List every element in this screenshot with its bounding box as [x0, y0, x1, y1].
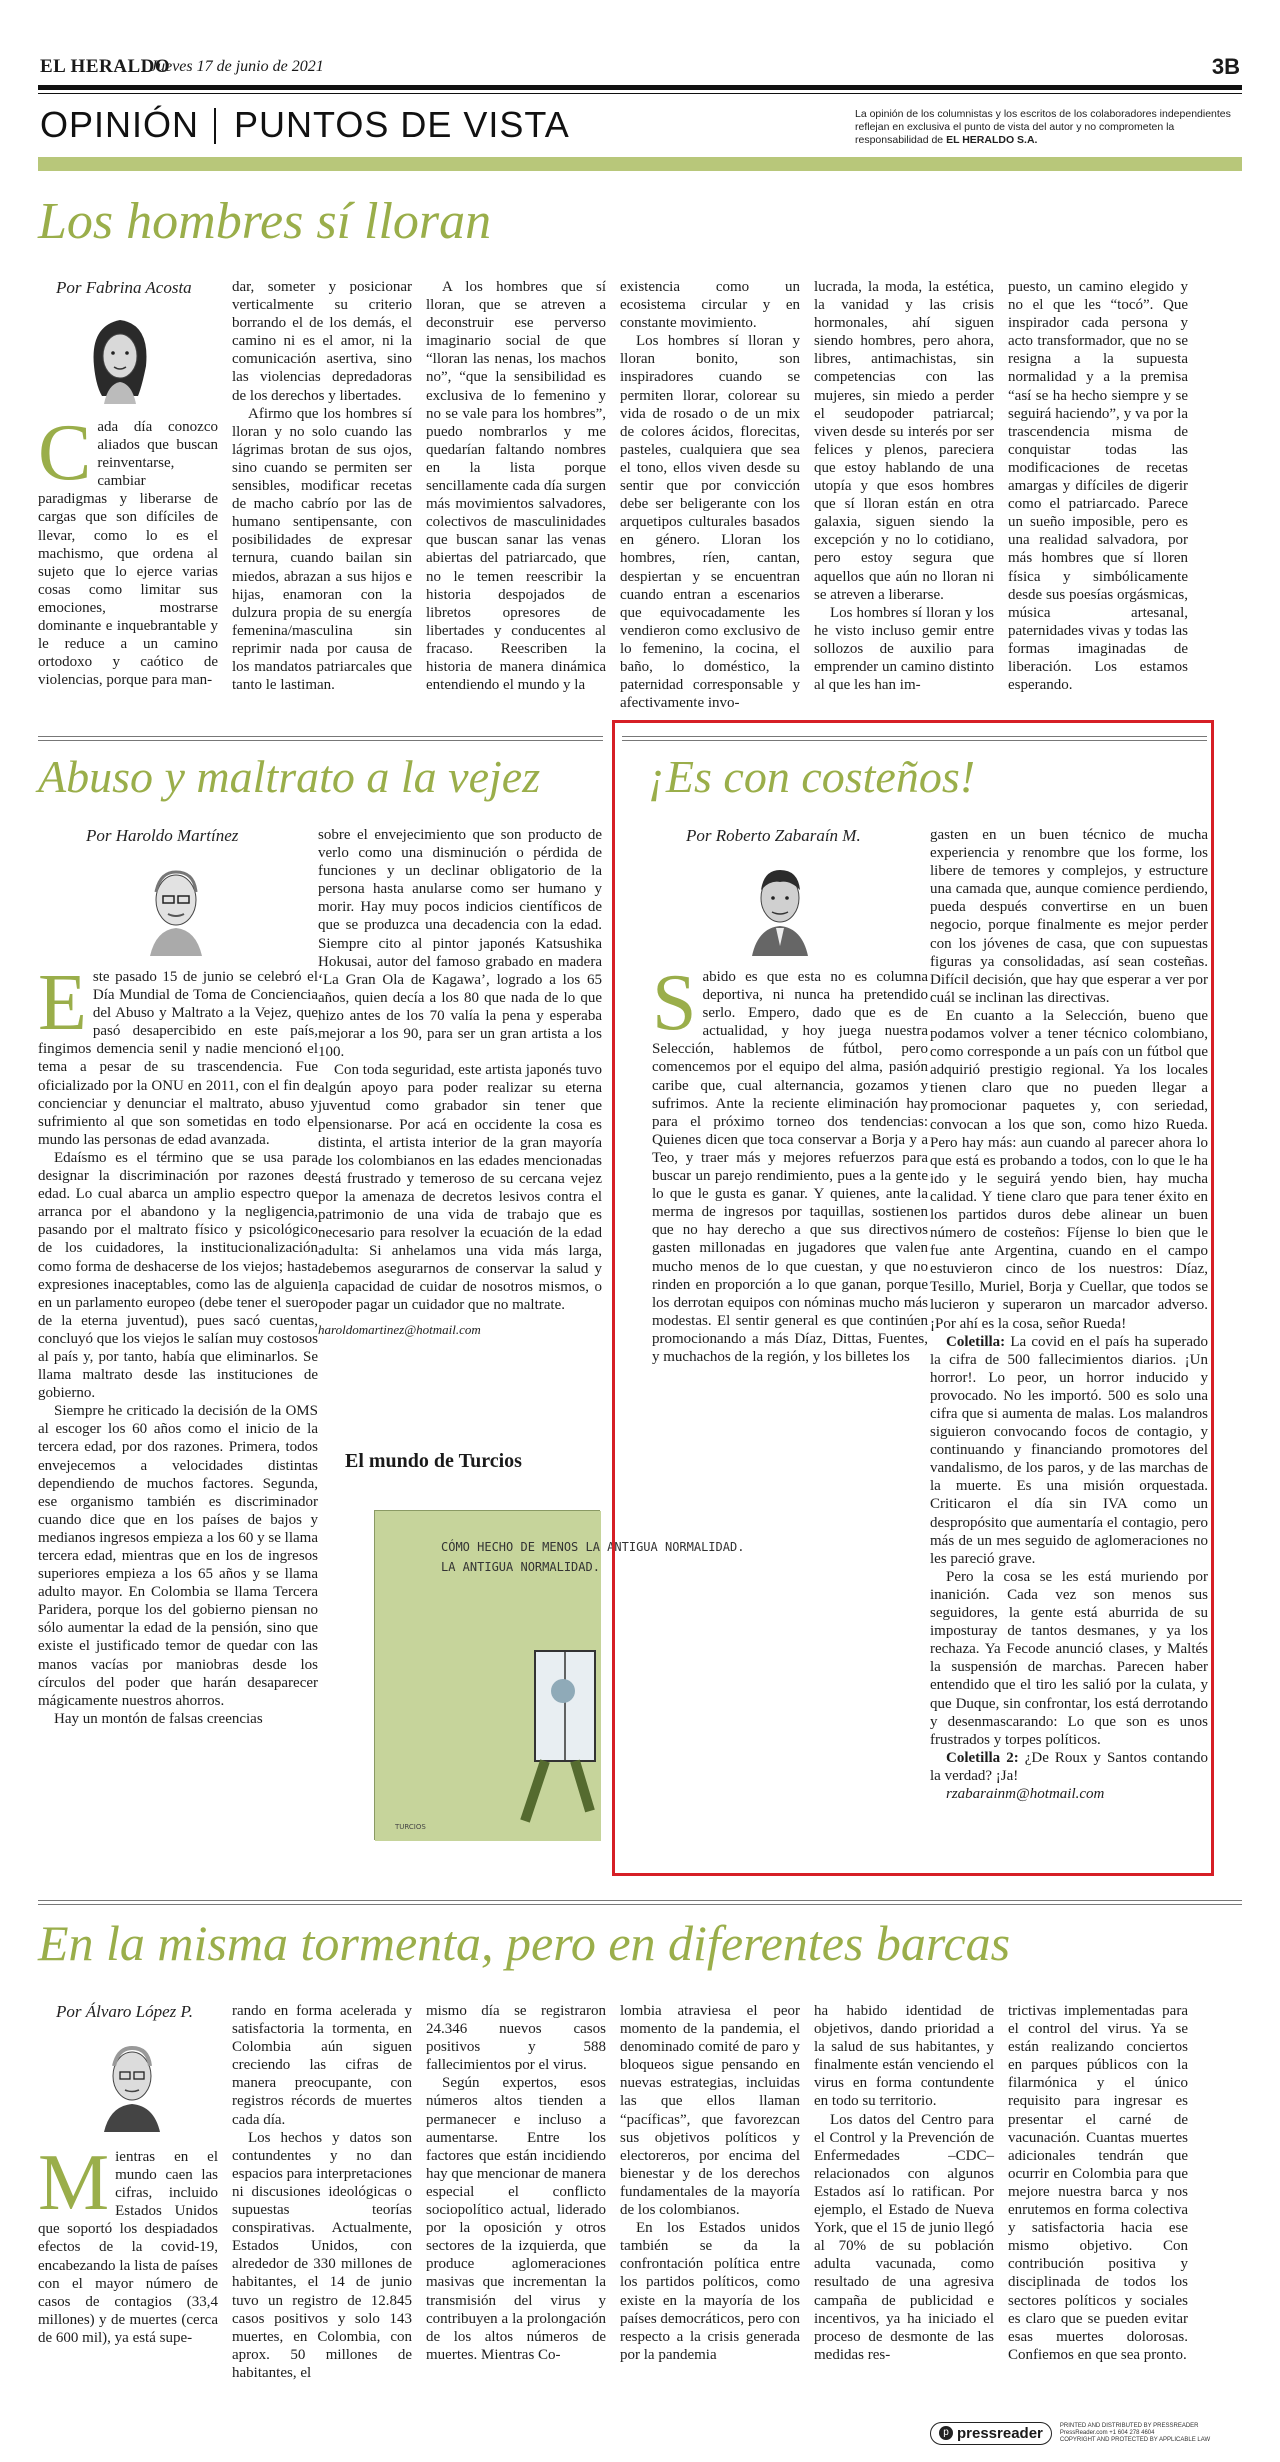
section-disclaimer	[855, 108, 1245, 147]
article-column	[1008, 2002, 1188, 2412]
paragraph: En los Estados unidos también se da la confrontación política entre los partidos políticos, como existe en la mayoría de los países democráticos, pero con respecto a la crisis generada por la pandemia	[620, 2220, 800, 2363]
coletilla-label: Coletilla 2:	[946, 1749, 1019, 1766]
article-column	[814, 278, 994, 708]
coletilla-label: Coletilla:	[946, 1333, 1006, 1350]
author-portrait-image	[92, 2032, 172, 2132]
article-rule	[38, 1900, 1242, 1905]
author-portrait-image	[136, 856, 216, 956]
article-column	[232, 2002, 412, 2412]
article-byline: Por Roberto Zabaraín M.	[686, 826, 861, 845]
article-rule	[38, 736, 603, 741]
section-subtitle: PUNTOS DE VISTA	[234, 104, 570, 145]
article-column	[318, 826, 602, 1366]
paragraph: Siempre he criticado la decisión de la OMS al escoger los 60 años como el inicio de la tercera edad, por dos razones. Primera, todos envejecemos a velocidades distintas dependiendo de muchos factores. Segunda, ese organismo también es discriminador cuando dice que en los países de bajos y medianos ingresos empieza a los 60 y se llama tercera edad, mientras que en los de ingresos superiores empieza a los 65 años y se llama adulto mayor. En Colombia se llama Tercera Paridera, porque los del gobierno piensan no sólo aumentar la edad de la pensión, sino que existe el justificado temor de quedar con las manos vacías por maniobras desde los círculos del poder que harán desaparecer mágicamente nuestros ahorros.	[38, 1403, 318, 1709]
article-column	[620, 278, 800, 712]
paragraph: rando en forma acelerada y satisfactoria la tormenta, en Colombia aún siguen creciendo las cifras de manera preocupante, con registros récords de muertes cada día.	[232, 2003, 412, 2128]
paragraph: Edaísmo es el término que se usa para designar la discriminación por razones de edad. Lo cual abarca un amplio espectro que arranca por el abandono y la negligencia, pasando por el maltrato físico y psicológico de los cuidadores, la institucionalización como forma de deshacerse de los viejos; hasta expresiones inaceptables, como las de alguien en un parlamento europeo (debe tener el suero de la eterna juventud), pues sacó cuentas, concluyó que los viejos le salían muy costosos al país y, por tanto, había que eliminarlos. Se llama maltrato desde las instituciones de gobierno.	[38, 1149, 318, 1402]
paragraph: ientras en el mundo caen las cifras, incluido Estados Unidos que soportó los despiadados efectos de la covid-19, encabezando la lista de países con el mayor número de casos de contagios (33,4 millones) y de muertes (cerca de 600 mil), ya está supe-	[38, 2149, 218, 2346]
editorial-cartoon	[374, 1510, 745, 1840]
article-headline: En la misma tormenta, pero en diferentes barcas	[38, 1915, 1011, 1971]
pressreader-icon: p	[939, 2426, 953, 2440]
article-column	[426, 2002, 606, 2412]
paragraph: ada día conozco aliados que buscan reinventarse, cambiar paradigmas y liberarse de cargas que son difíciles de llevar, como lo es el machismo, que ordena al sujeto que lo ejerce varias cosas como limitar sus emociones, mostrarse dominante e inquebrantable y le reduce a un camino ortodoxo y caótico de violencias, porque para man-	[38, 419, 218, 689]
paragraph: Hay un montón de falsas creencias	[54, 1710, 263, 1727]
section-color-bar	[38, 157, 1242, 171]
author-portrait	[92, 2032, 172, 2132]
pressreader-brand: pressreader	[957, 2424, 1043, 2442]
article-column	[38, 959, 318, 1848]
disclaimer-brand: EL HERALDO S.A.	[946, 134, 1038, 146]
pressreader-logo	[930, 2422, 1052, 2445]
section-separator	[214, 108, 216, 144]
cartoon-drawing	[375, 1511, 745, 1841]
article-headline: ¡Es con costeños!	[648, 751, 976, 802]
article-column	[652, 959, 928, 1738]
drop-cap: C	[38, 409, 92, 497]
article-column	[930, 826, 1208, 1866]
paragraph: A los hombres que sí lloran, que se atreven a deconstruir ese perverso imaginario social de que “lloran las nenas, los machos no”, “que la sensibilidad es exclusiva de lo femenino y no se vale para los hombres”, puedo nombrarlos y me quedarían faltando nombres en la lista porque sencillamente cada día surgen más movimientos salvadores, colectivos de masculinidades que buscan sanar las venas abiertas del patriarcado, que no le temen reescribir la historia despojados de libretos opresores de libertades y conducentes al fracaso. Reescriben la historia de manera dinámica entendiendo el mundo y la	[426, 279, 606, 694]
paragraph: dar, someter y posicionar verticalmente su criterio borrando el de los demás, el camino ni es el amor, ni la comunicación asertiva, sino las violencias depredadoras de los derechos y libertades.	[232, 279, 412, 404]
svg-text:LA ANTIGUA NORMALIDAD.: LA ANTIGUA NORMALIDAD.	[441, 1560, 600, 1574]
article-column	[814, 2002, 994, 2412]
cartoon-signature: TURCIOS	[395, 1823, 426, 1831]
author-portrait	[740, 856, 820, 956]
paragraph: existencia como un ecosistema circular y en constante movimiento.	[620, 279, 800, 332]
paragraph: Según expertos, esos números altos tienden a permanecer e incluso a aumentarse. Entre los factores que están incidiendo hay que mencionar de manera especial el conflicto sociopolítico actual, liderado por la oposición y otros sectores de la izquierda, que produce aglomeraciones masivas que incrementan la transmisión del virus y contribuyen a la prolongación de los altos números de muertes. Mientras Co-	[426, 2075, 606, 2363]
paragraph: La covid en el país ha superado la cifra de 500 fallecimientos diarios. ¡Un horror!. Lo peor, un horror inducido y provocado. No les importó. 500 es solo una cifra que si aumenta de malas. Los malandros siguieron convocando focos de contagio, y continuando y financiando promotores del vandalismo, de los paros, y de las marchas de la muerte. Es una misión orquestada. Criticaron el día sin IVA como un despropósito que aumentaría el contagio, pero más de un mes seguido de aglomeraciones no les pareció grave.	[930, 1333, 1208, 1567]
paragraph: Pero la cosa se les está muriendo por inanición. Cada vez son menos sus seguidores, la gente está aburrida de su imposturay de tantos desmanes, y ya los rechaza. Ya Fecode anunció clases, y Maltés la suspensión de marchas. Parecen haber entendido que el tiro les salió por la culata, y que Duque, sin confrontar, los está derrotando y desenmascarando: Lo que son es unos frustrados y torpes políticos.	[930, 1568, 1208, 1748]
paragraph: sobre el envejecimiento que son producto de verlo como una disminución o pérdida de funciones y un declinar obligatorio de la persona hasta anularse como ser humano y morir. Hay muy pocos indicios científicos de que se produzca una decadencia con la edad. Siempre cito al pintor japonés Katsushika Hokusai, autor del famoso grabado en madera ‘La Gran Ola de Kagawa’, logrado a los 65 años, quien decía a los 80 que nada de lo que hizo antes de los 70 valía la pena y esperaba mejorar a los 90, para ser un gran artista a los 100.	[318, 827, 602, 1061]
article-column	[426, 278, 606, 708]
article-rule	[622, 736, 1207, 741]
pressreader-footer	[930, 2418, 1250, 2448]
paragraph: gasten en un buen técnico de mucha experiencia y renombre que los forme, los libere de temores y complejos, y estructure una camada que, aunque comience perdiendo, pueda después convertirse en un buen negocio, porque finalmente es mejor perder con los jóvenes de casa, que con supuestas figuras ya consolidadas, así sean costeñas. Difícil decisión, que hay que esperar a ver por cuál se inclinan las directivas.	[930, 827, 1208, 1006]
paragraph: ste pasado 15 de junio se celebró el Día Mundial de Toma de Conciencia del Abuso y Maltrato a la Vejez, que pasó desapercibido en este país, fingimos demencia senil y nadie mencionó el tema a pesar de su trascendencia. Fue oficializado por la ONU en 2011, con el fin de concienciar y denunciar el maltrato, abuso y sufrimiento al que son sometidas en todo el mundo las personas de edad avanzada.	[38, 969, 318, 1148]
author-portrait	[80, 306, 160, 404]
page-number: 3B	[1211, 54, 1240, 79]
masthead-rule	[38, 85, 1242, 90]
author-email: rzabarainm@hotmail.com	[946, 1785, 1105, 1802]
author-portrait-image	[740, 856, 820, 956]
paragraph: puesto, un camino elegido y no el que les “tocó”. Que inspirador cada persona y acto transformador, que no se resigna a la supuesta normalidad y a la premisa “así se ha hecho siempre y se seguirá haciendo”, y va por la trascendencia misma de conquistar todas las modificaciones de recetas amargas y difíciles de digerir como el patriarcado. Parece un sueño imposible, pero es una realidad salvadora, por más hombres que sí lloren física y simbólicamente desde sus poesías orgásmicas, música artesanal, paternidades vivas y todas las formas imaginadas de liberación. Los estamos esperando.	[1008, 279, 1188, 694]
article-byline: Por Fabrina Acosta	[56, 278, 192, 297]
paragraph: ha habido identidad de objetivos, dando prioridad a la salud de sus habitantes, y finalmente están venciendo el virus en forma contundente en todo su territorio.	[814, 2003, 994, 2110]
article-headline: Abuso y maltrato a la vejez	[38, 751, 541, 802]
article-column	[38, 2139, 218, 2408]
drop-cap: S	[652, 959, 697, 1047]
paragraph: Los datos del Centro para el Control y la Prevención de Enfermedades –CDC– relacionados con algunos Estados así lo ratifican. Por ejemplo, el Estado de Nueva York, que el 15 de junio llegó al 70% de su población adulta vacunada, como resultado de una agresiva campaña de publicidad e incentivos, ya ha iniciado el proceso de desmonte de las medidas res-	[814, 2111, 994, 2363]
paragraph: lucrada, la moda, la estética, la vanidad y las crisis hormonales, ahí siguen siendo hombres, pero ahora, libres, antimachistas, sin competencias con las mujeres, sin miedo a perder el seudopoder patriarcal; viven desde su interés por ser felices y plenos, pareciera que estoy hablando de una utopía y que esos hombres que sí lloran están en otra galaxia, siguen siendo la excepción y no lo cotidiano, pero estoy segura que aquellos que aún no lloran ni se atreven a liberarse.	[814, 279, 994, 603]
drop-cap: E	[38, 959, 87, 1047]
paragraph: Afirmo que los hombres sí lloran y no solo cuando las lágrimas brotan de sus ojos, sino cuando se permiten ser sensibles, modificar recetas de macho cabrío por las de humano sentipensante, con posibilidades de expresar ternura, cuando bailan sin miedos, abrazan a sus hijos e hijas, enamoran con la dulzura propia de su energía femenina/masculina sin reprimir nada por causa de los mandatos patriarcales que tanto le lastiman.	[232, 405, 412, 694]
author-portrait	[136, 856, 216, 956]
paragraph: trictivas implementadas para el control del virus. Ya se están realizando conciertos en parques públicos con la filarmónica y el único requisito para ingresar es presentar el carné de vacunación. Cuantas muertes adicionales tendrán que ocurrir en Colombia para que mejore nuestra barca y nos enrutemos en forma colectiva y satisfactoria hacia ese mismo objetivo. Con contribución positiva y disciplinada de todos los sectores políticos y sociales es claro que se pueden evitar esas muertes dolorosas. Confiemos en que sea pronto.	[1008, 2003, 1188, 2363]
article-column	[1008, 278, 1188, 708]
drop-cap: M	[38, 2139, 110, 2227]
paragraph: mismo día se registraron 24.346 nuevos casos positivos y 588 fallecimientos por el virus.	[426, 2003, 606, 2074]
newspaper-name: EL HERALDO	[40, 56, 171, 77]
paragraph: ¿De Roux y Santos contando la verdad? ¡Ja!	[930, 1749, 1209, 1784]
author-portrait-image	[80, 306, 160, 404]
disclaimer-text: La opinión de los columnistas y los escritos de los colaboradores independientes reflejan en exclusiva el punto de vista del autor y no comprometen la responsabilidad de	[855, 108, 1231, 146]
cartoon-caption: CÓMO HECHO DE MENOS LA ANTIGUA NORMALIDAD.	[441, 1540, 745, 1554]
paragraph: En cuanto a la Selección, bueno que podamos volver a tener técnico colombiano, como corresponde a un país con un fútbol que adquirió prestigio regional. Ya los locales tienen claro que no pueden llegar a promocionar paquetes y, con seriedad, convocan a los que son, como hizo Rueda. Pero hay más: aun cuando al parecer ahora lo que está es probando a todos, con lo que le ha ido y le seguirá yendo bien, hay mucha calidad. Y tiene claro que para tener éxito en los partidos duros debe alinear un buen número de costeños: Fíjense lo bien que le fue ante Argentina, cuando en el campo estuvieron cinco de los nuestros: Díaz, Tesillo, Muriel, Borja y Cuellar, que todos se lucieron y superaron un marcador adverso. ¡Por ahí es la cosa, señor Rueda!	[930, 1007, 1208, 1332]
notice-line: COPYRIGHT AND PROTECTED BY APPLICABLE LAW	[1059, 2436, 1211, 2443]
issue-date: Jueves 17 de junio de 2021	[150, 58, 324, 75]
masthead-rule-thin	[38, 93, 1242, 94]
paragraph: Los hombres sí lloran y los he visto incluso gemir entre sollozos de auxilio para emprender un camino distinto al que les han im-	[814, 604, 994, 694]
notice-line: PRINTED AND DISTRIBUTED BY PRESSREADER	[1059, 2422, 1199, 2429]
paragraph: Los hechos y datos son contundentes y no dan espacios para interpretaciones ni discusiones ideológicas o supuestas teorías conspirativas. Actualmente, Estados Unidos, con alrededor de 330 millones de habitantes, el 14 de junio tuvo un registro de 12.845 casos positivos y solo 143 muertes, en Colombia, con aprox. 50 millones de habitantes, el	[232, 2129, 412, 2381]
cartoon-title: El mundo de Turcios	[345, 1450, 522, 1472]
article-byline: Por Álvaro López P.	[56, 2002, 193, 2021]
notice-line: PressReader.com +1 604 278 4604	[1059, 2429, 1155, 2436]
article-byline: Por Haroldo Martínez	[86, 826, 239, 845]
paragraph: abido es que esta no es columna deportiva, ni nunca ha pretendido serlo. Empero, dado que es de actualidad, y hoy juega nuestra Selección, hablemos de fútbol, pero comencemos por el equipo del alma, pasión caribe que, cual alternancia, gozamos y sufrimos. Ante la reciente eliminación hay para el próximo torneo dos tendencias: Quienes dicen que toca conservar a Borja y a Teo, y traer más y mejores refuerzos para buscar un parejo rendimiento, pues a la gente lo que le gusta es ganar. Y quienes, ante la merma de ingresos por taquillas, sostienen que no hay derecho a que sus directivos gasten millonadas en jugadores que valen mucho menos de lo que cuestan, y que no rinden en proporción a lo que ganan, porque los derrotan equipos con nóminas mucho más modestas. El sentir general es que continúen promocionando a más Díaz, Dittas, Fuentes, y muchachos de la región, y los billetes los	[652, 969, 928, 1365]
section-title: OPINIÓN	[40, 104, 200, 145]
pressreader-notice	[1060, 2423, 1210, 2444]
paragraph: lombia atraviesa el peor momento de la pandemia, el denominado comité de paro y bloqueos sigue pensando en nuevas estrategias, incluidas las que ellos llaman “pacíficas”, que favorezcan sus objetivos políticos y electoreros, por encima del bienestar y de los derechos fundamentales de la mayoría de los colombianos.	[620, 2003, 800, 2219]
article-headline: Los hombres sí lloran	[38, 193, 492, 250]
article-column	[620, 2002, 800, 2412]
paragraph: Los hombres sí lloran y lloran bonito, son inspiradores cuando se permiten llorar, colorear su vida de rosado o de un mix de colores ácidos, florecitas, pasteles, cualquiera que sea el tono, ellos viven desde su sentir que por convicción debe ser beligerante con los arquetipos culturales basados en género. Lloran los hombres, ríen, cantan, despiertan y se encuentran cuando entran a escenarios que equivocadamente les vendieron como exclusivo de lo femenino, la cocina, el baño, lo doméstico, la paternidad corresponsable y afectivamente invo-	[620, 333, 800, 712]
paragraph: Con toda seguridad, este artista japonés tuvo algún apoyo para poder realizar su eterna juventud como grabador sin tener que pensionarse. Por acá en occidente la cosa es distinta, el artista interior de la gran mayoría de los colombianos en las edades mencionadas está frustrado y temeroso de su cercana vejez por la amenaza de decretos lesivos contra el patrimonio de una vida de trabajo que es necesario para resolver la ecuación de la edad adulta: Si anhelamos una vida más larga, debemos asegurarnos de conservar la salud y la capacidad de cuidar de nosotros mismos, o poder pagar un cuidador que no maltrate.	[318, 1062, 602, 1314]
author-email: haroldomartinez@hotmail.com	[318, 1321, 481, 1337]
article-column	[232, 278, 412, 708]
article-column	[38, 409, 218, 708]
